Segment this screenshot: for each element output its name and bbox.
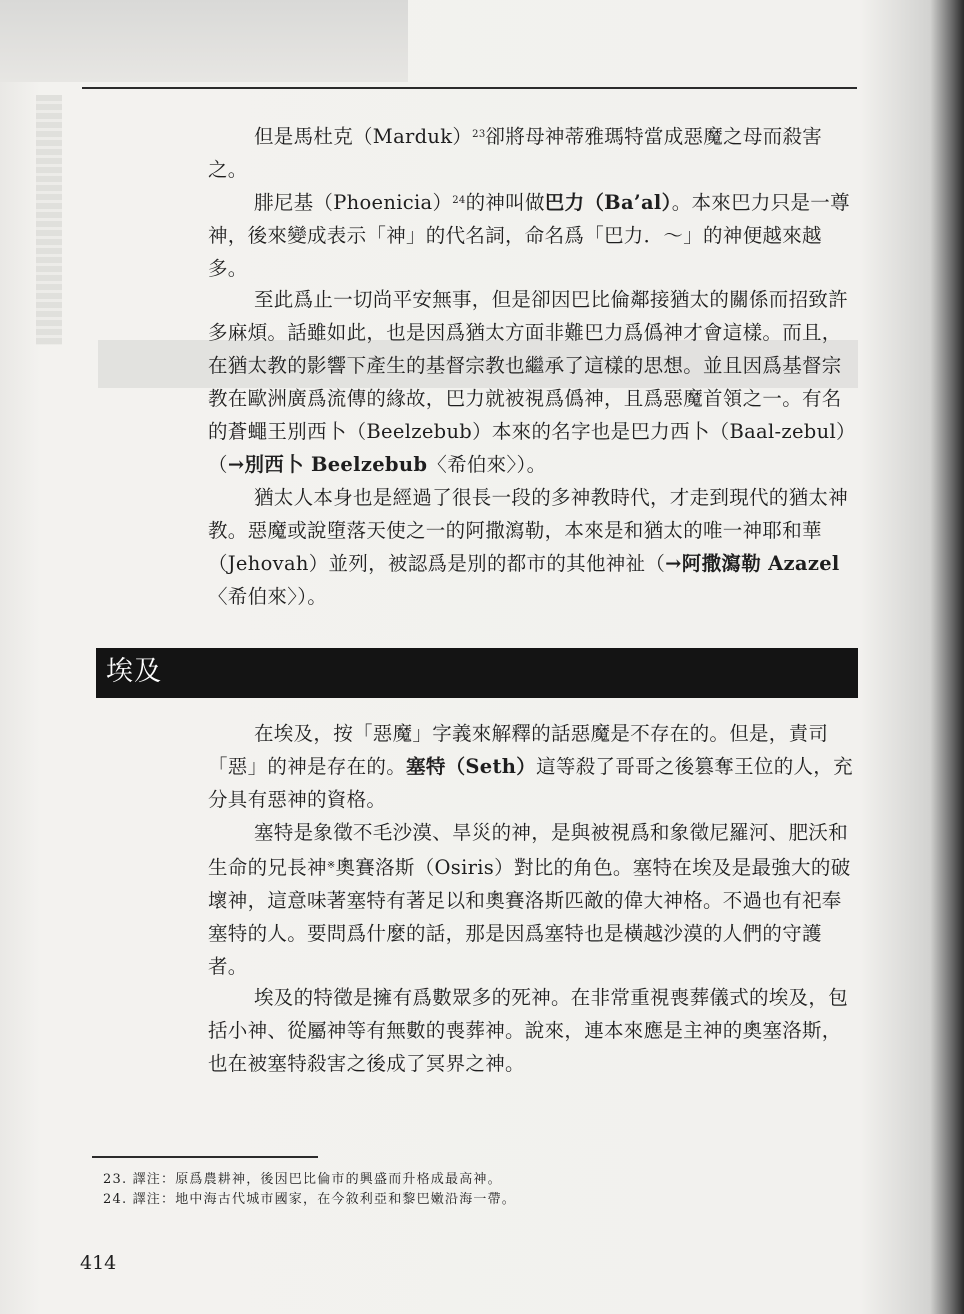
footnote-ref: 23: [472, 129, 486, 140]
text-run: 的神叫做: [465, 191, 545, 214]
text-run: 塞特是象徵不毛沙漠、旱災的神，是與被視爲和象徵尼羅河、肥沃和生命的兄長神: [208, 821, 849, 879]
footnote: 23. 譯注：原爲農耕神，後因巴比倫市的興盛而升格成最高神。: [103, 1172, 502, 1187]
footnote-ref: ※: [326, 860, 336, 871]
paragraph: [208, 981, 858, 1080]
text-run: 猶太人本身也是經過了很長一段的多神教時代，才走到現代的猶太神教。惡魔或說墮落天使之一的阿撒瀉勒，本來是和猶太的唯一神耶和華（Jehovah）並列，被認爲是別的都市的其他神祉（: [208, 486, 849, 575]
paragraph: [208, 816, 858, 983]
bleed-through-side-text: [36, 95, 62, 345]
footnote: 24. 譯注：地中海古代城市國家，在今敘利亞和黎巴嫩沿海一帶。: [103, 1192, 517, 1207]
paragraph: [208, 118, 858, 186]
section-header-bar: [96, 648, 858, 698]
bold-term: →別西卜 Beelzebub: [227, 453, 428, 476]
page-number: 414: [80, 1252, 117, 1274]
paragraph: [208, 184, 858, 285]
text-run: 。本來巴力只是一尊神，後來變成表示「神」的代名詞，命名爲「巴力．～」的神便越來越多。: [208, 191, 850, 280]
bleed-through-block: [0, 0, 408, 82]
paragraph: [208, 717, 858, 816]
footnote-rule: [92, 1156, 318, 1158]
text-run: 腓尼基（Phoenicia）: [254, 191, 453, 214]
section-title: 埃及: [106, 656, 162, 687]
header-rule: [82, 87, 857, 89]
bold-term: →阿撒瀉勒 Azazel: [665, 552, 840, 575]
paragraph: [208, 283, 858, 481]
text-run: 但是馬杜克（Marduk）: [254, 125, 473, 148]
bold-term: 塞特（Seth）: [406, 755, 537, 778]
text-run: 〈希伯來〉）。: [208, 585, 328, 608]
text-run: 在埃及，按「惡魔」字義來解釋的話惡魔是不存在的。但是，責司「惡」的神是存在的。: [208, 722, 829, 778]
paragraph: [208, 481, 858, 613]
text-run: 卻將母神蒂雅瑪特當成惡魔之母而殺害之。: [208, 125, 823, 181]
text-run: 埃及的特徵是擁有爲數眾多的死神。在非常重視喪葬儀式的埃及，包括小神、從屬神等有無數的喪葬神。說來，連本來應是主神的奧塞洛斯，也在被塞特殺害之後成了冥界之神。: [208, 986, 849, 1075]
text-run: 奧賽洛斯（Osiris）對比的角色。塞特在埃及是最強大的破壞神，這意味著塞特有著足以和奧賽洛斯匹敵的偉大神格。不過也有祀奉塞特的人。要問爲什麼的話，那是因爲塞特也是橫越沙漠的人們的守護者。: [208, 856, 851, 978]
text-run: 至此爲止一切尚平安無事，但是卻因巴比倫鄰接猶太的關係而招致許多麻煩。話雖如此，也是因爲猶太方面非難巴力爲僞神才會這樣。而且，在猶太教的影響下產生的基督宗教也繼承了這樣的思想。並且因爲基督宗教在歐洲廣爲流傳的緣故，巴力就被視爲僞神，且爲惡魔首領之一。有名的蒼蠅王別西卜（Beelzebub）本來的名字也是巴力西卜（Baal-zebul）（: [208, 288, 856, 476]
text-run: 〈希伯來〉）。: [427, 453, 547, 476]
bold-term: 巴力（Ba’al）: [544, 191, 672, 214]
text-run: 這等殺了哥哥之後篡奪王位的人，充分具有惡神的資格。: [208, 755, 853, 811]
footnote-ref: 24: [452, 195, 466, 206]
